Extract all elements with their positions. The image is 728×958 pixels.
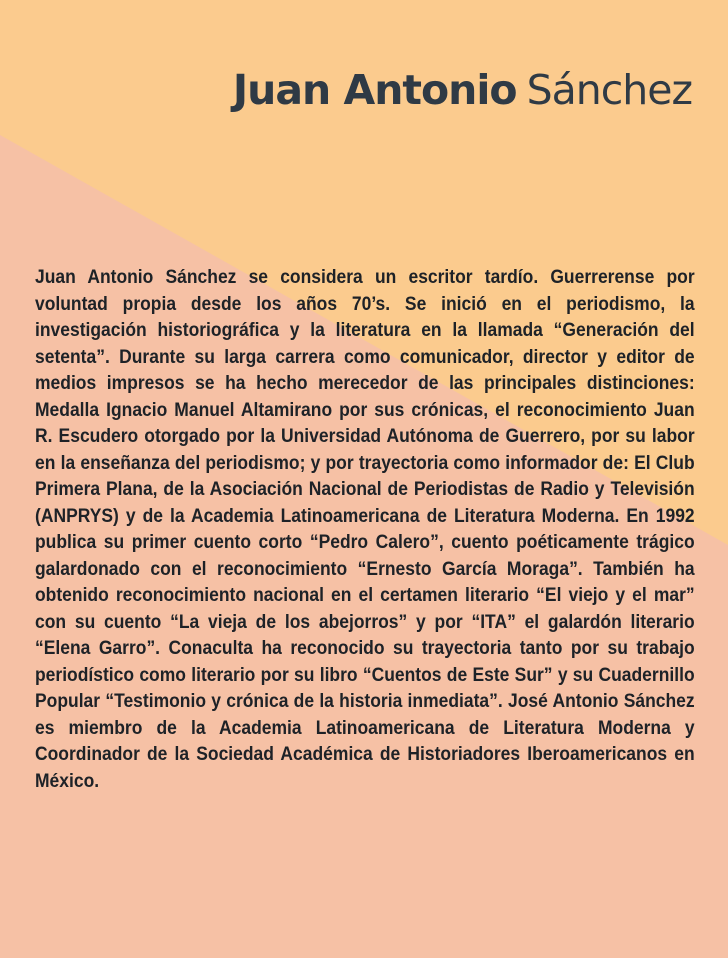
biography-text: Juan Antonio Sánchez se considera un escritor tardío. Guerrerense por voluntad propia desde los años 70’s. Se inició en el periodismo, la investigación historiográfica y la literatura en la llamada “Generación del setenta”. Durante su larga carrera como comunicador, director y editor de medios impresos se ha hecho merecedor de las principales distinciones: Medalla Ignacio Manuel Altamirano por sus crónicas, el reconocimiento Juan R. Escudero otorgado por la Universidad Autónoma de Guerrero, por su labor en la enseñanza del periodismo; y por trayectoria como informador de: El Club Primera Plana, de la Asociación Nacional de Periodistas de Radio y Televisión (ANPRYS) y de la Academia Latinoamericana de Literatura Moderna. En 1992 publica su primer cuento corto “Pedro Calero”, cuento poéticamente trágico galardonado con el reconocimiento “Ernesto García Moraga”. También ha obtenido reconocimiento nacional en el certamen literario “El viejo y el mar” con su cuento “La vieja de los abejorros” y por “ITA” el galardón literario “Elena Garro”. Conaculta ha reconocido su trayectoria tanto por su trabajo periodístico como literario por su libro “Cuentos de Este Sur” y su Cuadernillo Popular “Testimonio y crónica de la historia inmediata”. José Antonio Sánchez es miembro de la Academia Latinoamericana de Literatura Moderna y Coordinador de la Sociedad Académica de Historiadores Iberoamericanos en México. [35, 267, 695, 792]
title-surname: Sánchez [526, 66, 692, 114]
title-first-names: Juan Antonio [232, 66, 517, 114]
page-title [233, 66, 692, 114]
